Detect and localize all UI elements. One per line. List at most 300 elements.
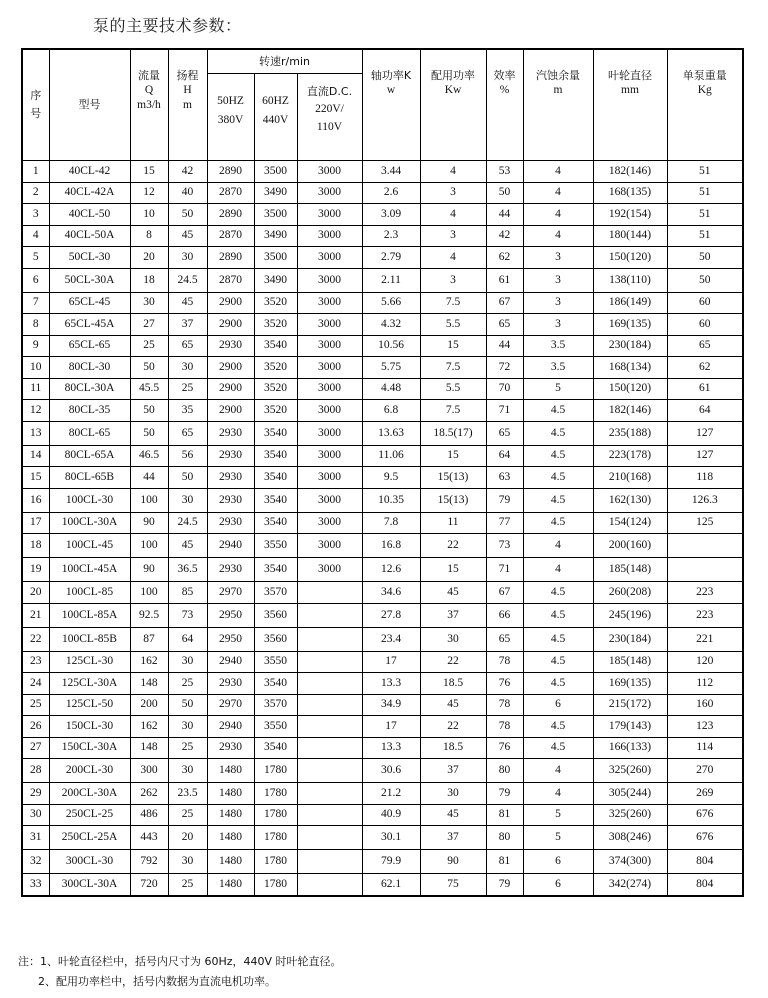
cell-seq: 4	[22, 225, 49, 247]
cell-rpm-50hz: 2930	[207, 445, 254, 467]
table-row	[22, 716, 743, 738]
cell-motor-power: 15(13)	[420, 467, 486, 489]
cell-rpm-60hz: 3550	[254, 651, 297, 673]
cell-flow: 15	[130, 161, 168, 183]
cell-rpm-60hz: 3490	[254, 182, 297, 204]
cell-seq: 17	[22, 512, 49, 534]
table-row	[22, 627, 743, 651]
cell-head: 25	[168, 673, 207, 695]
table-row	[22, 694, 743, 716]
cell-impeller: 305(244)	[593, 783, 667, 805]
cell-impeller: 374(300)	[593, 850, 667, 874]
cell-rpm-60hz: 3540	[254, 488, 297, 512]
table-row	[22, 467, 743, 489]
cell-seq: 25	[22, 694, 49, 716]
header-motor-power-label: 配用功率	[431, 69, 475, 82]
header-impeller	[593, 49, 667, 161]
cell-flow: 50	[130, 357, 168, 379]
cell-weight: 160	[667, 694, 743, 716]
cell-shaft-power: 16.8	[362, 534, 420, 558]
cell-efficiency: 67	[486, 582, 523, 604]
cell-rpm-dc	[297, 759, 362, 783]
cell-flow: 44	[130, 467, 168, 489]
cell-impeller: 169(135)	[593, 673, 667, 695]
table-row	[22, 161, 743, 183]
cell-seq: 21	[22, 603, 49, 627]
cell-rpm-dc	[297, 737, 362, 759]
cell-head: 25	[168, 804, 207, 826]
cell-seq: 3	[22, 204, 49, 226]
cell-model: 40CL-42A	[49, 182, 130, 204]
cell-rpm-dc: 3000	[297, 335, 362, 357]
cell-rpm-dc	[297, 826, 362, 850]
cell-impeller: 325(260)	[593, 804, 667, 826]
header-rpm-dc-volt2: 110V	[316, 121, 343, 133]
cell-shaft-power: 23.4	[362, 627, 420, 651]
cell-weight: 270	[667, 759, 743, 783]
cell-weight: 127	[667, 421, 743, 445]
table-row	[22, 651, 743, 673]
cell-rpm-dc: 3000	[297, 292, 362, 314]
cell-npsh: 3	[523, 268, 593, 292]
notes	[18, 952, 342, 992]
cell-motor-power: 22	[420, 534, 486, 558]
cell-npsh: 4.5	[523, 400, 593, 422]
cell-seq: 15	[22, 467, 49, 489]
cell-efficiency: 53	[486, 161, 523, 183]
cell-impeller: 308(246)	[593, 826, 667, 850]
cell-weight: 51	[667, 161, 743, 183]
cell-npsh: 4.5	[523, 445, 593, 467]
cell-head: 56	[168, 445, 207, 467]
header-npsh-unit: m	[553, 84, 563, 96]
cell-efficiency: 70	[486, 378, 523, 400]
cell-motor-power: 7.5	[420, 292, 486, 314]
header-rpm-60hz-volt: 440V	[262, 114, 289, 126]
cell-impeller: 215(172)	[593, 694, 667, 716]
header-rpm-dc	[297, 74, 362, 161]
cell-shaft-power: 5.75	[362, 357, 420, 379]
cell-flow: 25	[130, 335, 168, 357]
cell-seq: 26	[22, 716, 49, 738]
cell-model: 100CL-45	[49, 534, 130, 558]
cell-model: 100CL-30	[49, 488, 130, 512]
cell-rpm-dc	[297, 874, 362, 896]
table-body	[22, 161, 743, 896]
cell-head: 30	[168, 651, 207, 673]
cell-flow: 87	[130, 627, 168, 651]
cell-impeller: 186(149)	[593, 292, 667, 314]
header-flow-label: 流量	[138, 69, 160, 82]
header-rpm-group-label: 转速r/min	[259, 54, 310, 68]
cell-shaft-power: 2.6	[362, 182, 420, 204]
cell-rpm-dc: 3000	[297, 161, 362, 183]
table-row	[22, 314, 743, 336]
cell-rpm-50hz: 2870	[207, 182, 254, 204]
cell-npsh: 4.5	[523, 651, 593, 673]
cell-rpm-50hz: 2930	[207, 421, 254, 445]
header-rpm-group	[207, 49, 362, 74]
cell-npsh: 4	[523, 783, 593, 805]
cell-rpm-dc	[297, 627, 362, 651]
cell-weight: 269	[667, 783, 743, 805]
cell-rpm-50hz: 1480	[207, 874, 254, 896]
cell-motor-power: 4	[420, 247, 486, 269]
cell-rpm-dc	[297, 850, 362, 874]
cell-impeller: 168(134)	[593, 357, 667, 379]
cell-model: 80CL-65	[49, 421, 130, 445]
table-row	[22, 400, 743, 422]
cell-shaft-power: 30.1	[362, 826, 420, 850]
cell-model: 300CL-30A	[49, 874, 130, 896]
cell-shaft-power: 17	[362, 716, 420, 738]
cell-flow: 90	[130, 558, 168, 582]
cell-rpm-60hz: 3490	[254, 268, 297, 292]
cell-rpm-60hz: 3540	[254, 421, 297, 445]
cell-shaft-power: 40.9	[362, 804, 420, 826]
cell-rpm-50hz: 2870	[207, 268, 254, 292]
cell-model: 65CL-45A	[49, 314, 130, 336]
cell-weight: 60	[667, 314, 743, 336]
cell-rpm-dc: 3000	[297, 512, 362, 534]
cell-efficiency: 78	[486, 716, 523, 738]
cell-rpm-dc	[297, 694, 362, 716]
table-row	[22, 445, 743, 467]
cell-seq: 7	[22, 292, 49, 314]
cell-flow: 18	[130, 268, 168, 292]
cell-shaft-power: 30.6	[362, 759, 420, 783]
cell-shaft-power: 6.8	[362, 400, 420, 422]
cell-weight: 676	[667, 826, 743, 850]
cell-flow: 90	[130, 512, 168, 534]
cell-flow: 300	[130, 759, 168, 783]
cell-motor-power: 18.5(17)	[420, 421, 486, 445]
cell-shaft-power: 3.09	[362, 204, 420, 226]
cell-impeller: 260(208)	[593, 582, 667, 604]
cell-efficiency: 76	[486, 673, 523, 695]
cell-impeller: 325(260)	[593, 759, 667, 783]
cell-seq: 1	[22, 161, 49, 183]
cell-efficiency: 71	[486, 400, 523, 422]
cell-npsh: 4	[523, 161, 593, 183]
table-row	[22, 292, 743, 314]
cell-rpm-60hz: 3570	[254, 582, 297, 604]
cell-rpm-50hz: 2940	[207, 534, 254, 558]
cell-rpm-50hz: 2890	[207, 161, 254, 183]
header-flow	[130, 49, 168, 161]
cell-head: 45	[168, 292, 207, 314]
cell-efficiency: 78	[486, 651, 523, 673]
cell-flow: 262	[130, 783, 168, 805]
cell-rpm-dc: 3000	[297, 534, 362, 558]
cell-shaft-power: 27.8	[362, 603, 420, 627]
cell-head: 36.5	[168, 558, 207, 582]
cell-shaft-power: 10.56	[362, 335, 420, 357]
cell-flow: 50	[130, 421, 168, 445]
cell-flow: 486	[130, 804, 168, 826]
cell-npsh: 3	[523, 314, 593, 336]
cell-weight: 50	[667, 247, 743, 269]
cell-impeller: 245(196)	[593, 603, 667, 627]
cell-rpm-60hz: 3540	[254, 673, 297, 695]
cell-rpm-dc	[297, 603, 362, 627]
cell-weight: 51	[667, 204, 743, 226]
cell-npsh: 4.5	[523, 512, 593, 534]
cell-head: 30	[168, 716, 207, 738]
cell-flow: 8	[130, 225, 168, 247]
cell-seq: 12	[22, 400, 49, 422]
cell-rpm-dc	[297, 651, 362, 673]
cell-shaft-power: 21.2	[362, 783, 420, 805]
cell-flow: 10	[130, 204, 168, 226]
table-row	[22, 225, 743, 247]
cell-rpm-dc: 3000	[297, 378, 362, 400]
header-efficiency	[486, 49, 523, 161]
header-impeller-label: 叶轮直径	[608, 69, 652, 82]
cell-rpm-50hz: 2930	[207, 488, 254, 512]
table-row	[22, 804, 743, 826]
cell-weight: 127	[667, 445, 743, 467]
cell-impeller: 192(154)	[593, 204, 667, 226]
cell-head: 45	[168, 225, 207, 247]
cell-seq: 23	[22, 651, 49, 673]
cell-motor-power: 3	[420, 268, 486, 292]
cell-flow: 12	[130, 182, 168, 204]
cell-model: 50CL-30A	[49, 268, 130, 292]
cell-rpm-60hz: 3540	[254, 512, 297, 534]
cell-efficiency: 66	[486, 603, 523, 627]
header-seq-label: 序号	[30, 89, 42, 120]
cell-rpm-60hz: 3520	[254, 400, 297, 422]
cell-seq: 10	[22, 357, 49, 379]
cell-head: 30	[168, 850, 207, 874]
header-rpm-dc-label: 直流D.C.	[306, 85, 353, 98]
cell-rpm-50hz: 1480	[207, 804, 254, 826]
cell-motor-power: 22	[420, 716, 486, 738]
cell-npsh: 6	[523, 694, 593, 716]
cell-model: 80CL-65A	[49, 445, 130, 467]
cell-impeller: 182(146)	[593, 400, 667, 422]
cell-seq: 31	[22, 826, 49, 850]
cell-npsh: 4.5	[523, 603, 593, 627]
header-rpm-50hz-volt: 380V	[217, 114, 244, 126]
cell-efficiency: 81	[486, 850, 523, 874]
cell-rpm-50hz: 1480	[207, 783, 254, 805]
cell-impeller: 182(146)	[593, 161, 667, 183]
cell-impeller: 180(144)	[593, 225, 667, 247]
cell-rpm-50hz: 2890	[207, 247, 254, 269]
cell-weight: 60	[667, 292, 743, 314]
cell-shaft-power: 4.48	[362, 378, 420, 400]
cell-rpm-60hz: 1780	[254, 826, 297, 850]
cell-model: 125CL-30	[49, 651, 130, 673]
table-row	[22, 182, 743, 204]
cell-model: 100CL-45A	[49, 558, 130, 582]
cell-weight: 120	[667, 651, 743, 673]
cell-shaft-power: 11.06	[362, 445, 420, 467]
cell-efficiency: 50	[486, 182, 523, 204]
cell-shaft-power: 13.3	[362, 737, 420, 759]
cell-rpm-60hz: 1780	[254, 783, 297, 805]
cell-motor-power: 75	[420, 874, 486, 896]
cell-impeller: 179(143)	[593, 716, 667, 738]
cell-head: 73	[168, 603, 207, 627]
cell-seq: 11	[22, 378, 49, 400]
header-flow-symbol: Q	[144, 84, 154, 96]
cell-rpm-dc	[297, 783, 362, 805]
cell-impeller: 223(178)	[593, 445, 667, 467]
cell-motor-power: 3	[420, 225, 486, 247]
cell-rpm-60hz: 3500	[254, 161, 297, 183]
cell-impeller: 150(120)	[593, 247, 667, 269]
cell-rpm-dc: 3000	[297, 268, 362, 292]
cell-model: 80CL-30	[49, 357, 130, 379]
cell-flow: 92.5	[130, 603, 168, 627]
table-row	[22, 603, 743, 627]
cell-shaft-power: 13.3	[362, 673, 420, 695]
cell-rpm-60hz: 3500	[254, 204, 297, 226]
cell-flow: 45.5	[130, 378, 168, 400]
table-row	[22, 268, 743, 292]
cell-head: 30	[168, 488, 207, 512]
header-head	[168, 49, 207, 161]
cell-motor-power: 7.5	[420, 357, 486, 379]
cell-rpm-60hz: 1780	[254, 850, 297, 874]
cell-seq: 9	[22, 335, 49, 357]
cell-shaft-power: 17	[362, 651, 420, 673]
cell-impeller: 162(130)	[593, 488, 667, 512]
cell-efficiency: 76	[486, 737, 523, 759]
cell-npsh: 4.5	[523, 488, 593, 512]
cell-npsh: 4	[523, 558, 593, 582]
cell-weight: 114	[667, 737, 743, 759]
cell-efficiency: 79	[486, 488, 523, 512]
cell-npsh: 4	[523, 204, 593, 226]
header-weight-label: 单泵重量	[682, 69, 727, 82]
cell-weight: 51	[667, 182, 743, 204]
page-title: 泵的主要技术参数：	[93, 16, 242, 35]
cell-rpm-50hz: 2930	[207, 335, 254, 357]
cell-head: 37	[168, 314, 207, 336]
cell-shaft-power: 34.6	[362, 582, 420, 604]
cell-rpm-60hz: 3550	[254, 716, 297, 738]
cell-npsh: 5	[523, 826, 593, 850]
table-row	[22, 759, 743, 783]
cell-seq: 29	[22, 783, 49, 805]
cell-motor-power: 4	[420, 204, 486, 226]
cell-rpm-50hz: 2970	[207, 582, 254, 604]
cell-rpm-dc: 3000	[297, 558, 362, 582]
cell-model: 80CL-30A	[49, 378, 130, 400]
cell-motor-power: 22	[420, 651, 486, 673]
cell-model: 125CL-50	[49, 694, 130, 716]
cell-weight: 62	[667, 357, 743, 379]
cell-npsh: 6	[523, 874, 593, 896]
cell-efficiency: 77	[486, 512, 523, 534]
cell-impeller: 150(120)	[593, 378, 667, 400]
cell-rpm-60hz: 1780	[254, 874, 297, 896]
cell-impeller: 185(148)	[593, 558, 667, 582]
cell-motor-power: 45	[420, 804, 486, 826]
cell-motor-power: 18.5	[420, 673, 486, 695]
cell-model: 100CL-85A	[49, 603, 130, 627]
cell-weight	[667, 558, 743, 582]
cell-rpm-50hz: 2930	[207, 673, 254, 695]
cell-rpm-dc: 3000	[297, 314, 362, 336]
cell-flow: 100	[130, 582, 168, 604]
cell-efficiency: 65	[486, 421, 523, 445]
cell-model: 250CL-25	[49, 804, 130, 826]
cell-weight: 65	[667, 335, 743, 357]
cell-flow: 30	[130, 292, 168, 314]
cell-rpm-60hz: 3540	[254, 558, 297, 582]
cell-seq: 27	[22, 737, 49, 759]
cell-rpm-50hz: 2900	[207, 357, 254, 379]
cell-model: 65CL-65	[49, 335, 130, 357]
cell-efficiency: 67	[486, 292, 523, 314]
cell-npsh: 4.5	[523, 582, 593, 604]
header-rpm-50hz-freq: 50HZ	[217, 95, 244, 107]
header-shaft-power	[362, 49, 420, 161]
cell-weight: 50	[667, 268, 743, 292]
cell-npsh: 4.5	[523, 627, 593, 651]
cell-npsh: 4	[523, 759, 593, 783]
cell-npsh: 4	[523, 534, 593, 558]
cell-rpm-50hz: 1480	[207, 759, 254, 783]
cell-rpm-dc: 3000	[297, 421, 362, 445]
cell-head: 50	[168, 204, 207, 226]
cell-rpm-60hz: 3520	[254, 357, 297, 379]
cell-rpm-dc	[297, 804, 362, 826]
cell-rpm-dc: 3000	[297, 247, 362, 269]
cell-rpm-dc: 3000	[297, 488, 362, 512]
cell-seq: 13	[22, 421, 49, 445]
cell-flow: 27	[130, 314, 168, 336]
cell-impeller: 168(135)	[593, 182, 667, 204]
cell-rpm-60hz: 3540	[254, 335, 297, 357]
cell-seq: 30	[22, 804, 49, 826]
cell-model: 100CL-85B	[49, 627, 130, 651]
cell-impeller: 166(133)	[593, 737, 667, 759]
cell-seq: 8	[22, 314, 49, 336]
cell-flow: 720	[130, 874, 168, 896]
cell-seq: 22	[22, 627, 49, 651]
cell-flow: 46.5	[130, 445, 168, 467]
cell-npsh: 4.5	[523, 467, 593, 489]
cell-weight: 804	[667, 850, 743, 874]
header-impeller-unit: mm	[621, 84, 639, 96]
cell-model: 200CL-30A	[49, 783, 130, 805]
cell-seq: 5	[22, 247, 49, 269]
cell-rpm-60hz: 3520	[254, 292, 297, 314]
cell-shaft-power: 34.9	[362, 694, 420, 716]
cell-motor-power: 37	[420, 759, 486, 783]
cell-rpm-50hz: 2940	[207, 716, 254, 738]
cell-model: 150CL-30	[49, 716, 130, 738]
table-row	[22, 850, 743, 874]
header-weight-unit: Kg	[697, 84, 712, 96]
cell-head: 85	[168, 582, 207, 604]
cell-rpm-dc: 3000	[297, 225, 362, 247]
cell-efficiency: 73	[486, 534, 523, 558]
header-seq	[22, 49, 49, 161]
cell-npsh: 4.5	[523, 737, 593, 759]
cell-model: 200CL-30	[49, 759, 130, 783]
cell-rpm-dc	[297, 582, 362, 604]
cell-shaft-power: 5.66	[362, 292, 420, 314]
cell-flow: 792	[130, 850, 168, 874]
cell-rpm-dc: 3000	[297, 357, 362, 379]
